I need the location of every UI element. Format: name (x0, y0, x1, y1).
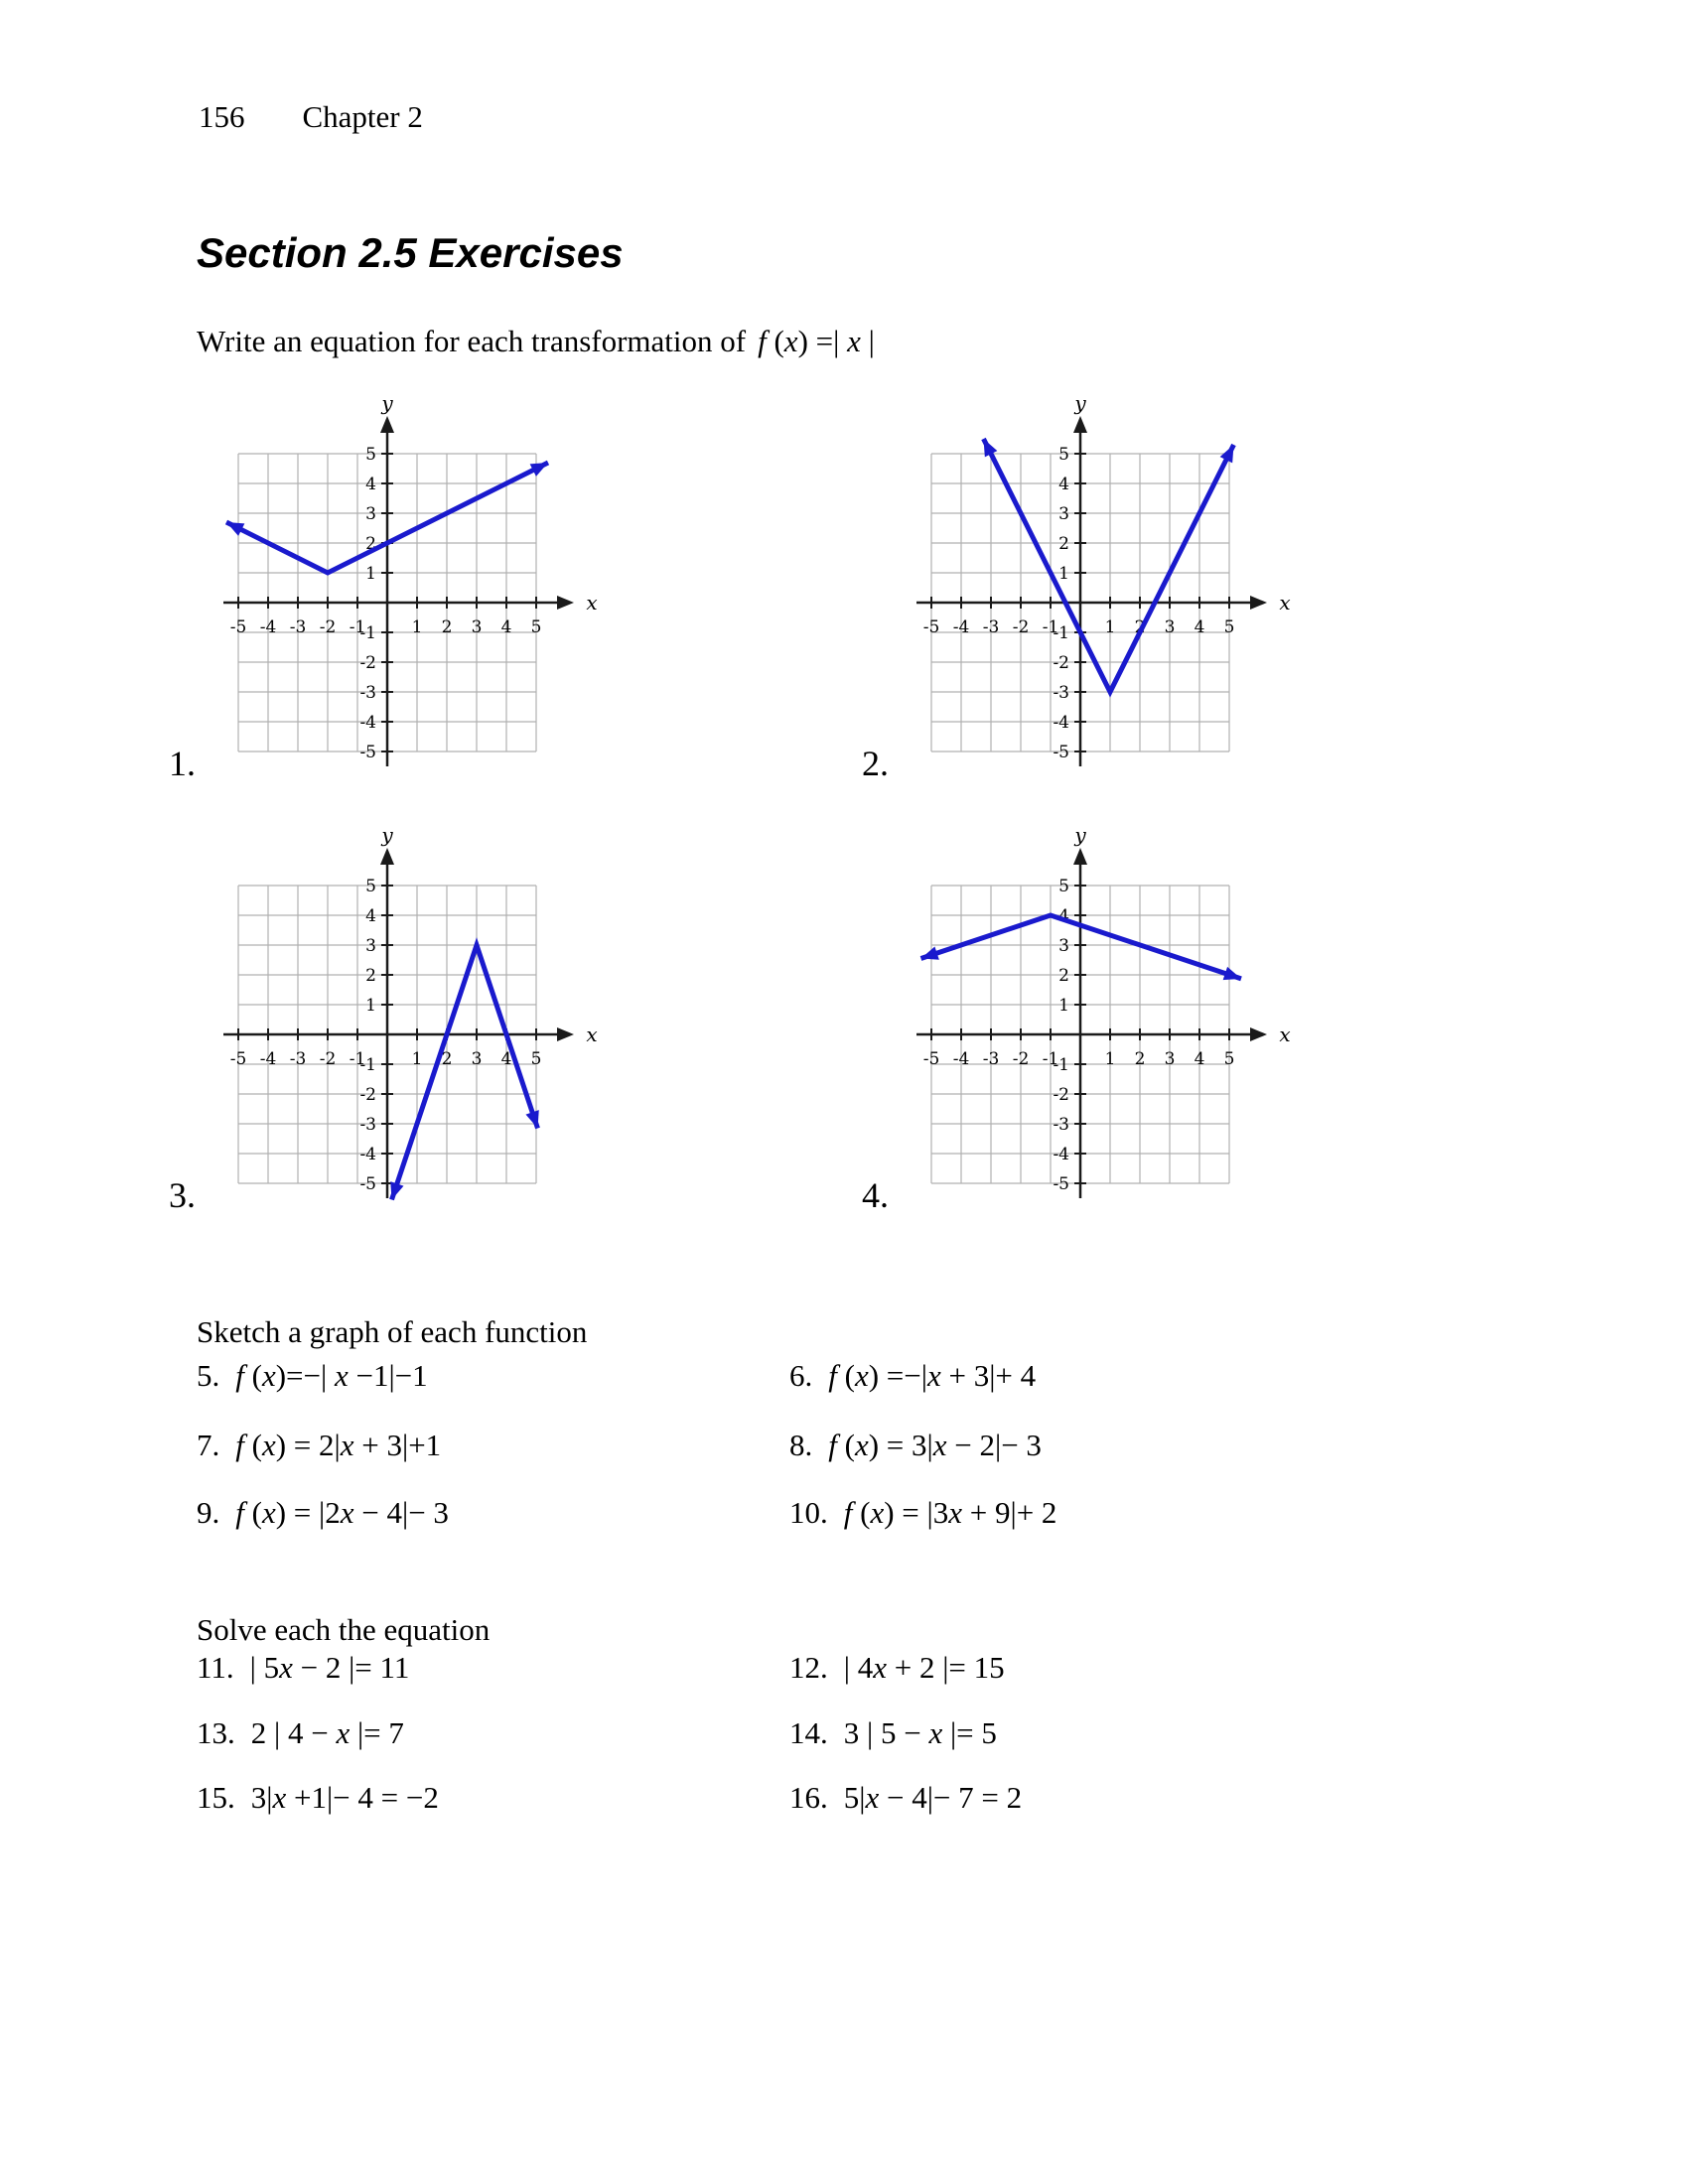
svg-text:-1: -1 (1053, 623, 1069, 643)
svg-text:y: y (1074, 823, 1086, 847)
svg-text:x: x (586, 1023, 598, 1046)
graph-3-number: 3. (169, 1175, 196, 1215)
exercise-13-number: 13. (197, 1715, 235, 1750)
exercise-8 (789, 1428, 1042, 1463)
svg-text:-3: -3 (982, 617, 1000, 637)
svg-text:3: 3 (471, 617, 483, 637)
svg-text:1: 1 (411, 1049, 423, 1069)
exercise-11-expression: | 5x − 2 |= 11 (249, 1650, 410, 1685)
svg-text:5: 5 (1223, 617, 1235, 637)
exercise-10-number: 10. (789, 1495, 828, 1530)
svg-text:-5: -5 (359, 743, 376, 762)
page-number: 156 (199, 99, 245, 134)
exercise-14-expression: 3 | 5 − x |= 5 (843, 1715, 997, 1750)
exercise-16-expression: 5|x − 4|− 7 = 2 (843, 1780, 1023, 1815)
svg-text:-2: -2 (359, 1085, 376, 1105)
svg-text:-5: -5 (1053, 743, 1069, 762)
exercise-13-expression: 2 | 4 − x |= 7 (250, 1715, 404, 1750)
solve-heading: Solve each the equation (197, 1612, 491, 1647)
exercise-6-number: 6. (789, 1358, 813, 1393)
intro-text: Write an equation for each transformation of (197, 324, 747, 358)
svg-text:4: 4 (500, 617, 512, 637)
chapter-label: Chapter 2 (302, 99, 423, 134)
page-header (199, 99, 423, 135)
svg-text:-3: -3 (289, 1049, 307, 1069)
svg-text:2: 2 (365, 534, 376, 554)
graph-2-block (862, 389, 1319, 786)
svg-text:-1: -1 (1042, 617, 1059, 637)
svg-text:1: 1 (411, 617, 423, 637)
svg-text:2: 2 (1134, 617, 1146, 637)
svg-text:x: x (586, 591, 598, 614)
exercise-5-number: 5. (197, 1358, 220, 1393)
svg-text:-5: -5 (922, 617, 940, 637)
svg-text:y: y (1074, 391, 1086, 415)
svg-text:-3: -3 (289, 617, 307, 637)
svg-text:-1: -1 (359, 623, 376, 643)
graph-4-number: 4. (862, 1175, 889, 1215)
svg-text:4: 4 (365, 906, 376, 926)
svg-text:-4: -4 (259, 617, 277, 637)
svg-text:-2: -2 (319, 617, 337, 637)
exercise-9-number: 9. (197, 1495, 220, 1530)
svg-text:3: 3 (365, 936, 376, 956)
exercise-6 (789, 1358, 1036, 1394)
svg-text:2: 2 (1134, 1049, 1146, 1069)
exercise-11-number: 11. (197, 1650, 234, 1685)
svg-text:4: 4 (365, 475, 376, 494)
svg-text:4: 4 (1058, 475, 1069, 494)
graph-1-block (169, 389, 626, 786)
svg-text:-4: -4 (359, 1145, 376, 1164)
exercise-13 (197, 1715, 404, 1751)
exercise-7 (197, 1428, 441, 1463)
exercise-10-expression: f (x) = |3x + 9|+ 2 (843, 1495, 1057, 1530)
exercise-12 (789, 1650, 1005, 1686)
svg-text:4: 4 (1194, 1049, 1205, 1069)
svg-text:3: 3 (1164, 1049, 1176, 1069)
svg-text:-2: -2 (359, 653, 376, 673)
svg-text:1: 1 (365, 996, 376, 1016)
svg-text:4: 4 (1058, 906, 1069, 926)
svg-text:-3: -3 (359, 683, 376, 703)
svg-text:-1: -1 (349, 1049, 366, 1069)
svg-text:2: 2 (365, 966, 376, 986)
svg-text:x: x (1279, 591, 1291, 614)
intro-instruction (197, 324, 875, 359)
intro-math: f (x) =| x | (758, 324, 875, 358)
svg-text:2: 2 (1058, 966, 1069, 986)
svg-text:-1: -1 (349, 617, 366, 637)
svg-text:-4: -4 (1053, 713, 1069, 733)
svg-text:-1: -1 (1042, 1049, 1059, 1069)
svg-text:1: 1 (1058, 564, 1069, 584)
graph-3-plot (209, 821, 626, 1218)
svg-text:3: 3 (1164, 617, 1176, 637)
exercise-16-number: 16. (789, 1780, 828, 1815)
svg-text:3: 3 (1058, 936, 1069, 956)
svg-text:1: 1 (365, 564, 376, 584)
svg-text:-4: -4 (1053, 1145, 1069, 1164)
exercise-9 (197, 1495, 449, 1531)
graph-1-number: 1. (169, 744, 196, 783)
svg-text:5: 5 (530, 1049, 542, 1069)
svg-text:4: 4 (500, 1049, 512, 1069)
svg-text:-1: -1 (359, 1055, 376, 1075)
exercise-8-expression: f (x) = 3|x − 2|− 3 (828, 1428, 1042, 1462)
exercise-8-number: 8. (789, 1428, 813, 1462)
svg-text:x: x (1279, 1023, 1291, 1046)
exercise-15-expression: 3|x +1|− 4 = −2 (250, 1780, 439, 1815)
exercise-5 (197, 1358, 428, 1394)
svg-text:5: 5 (365, 445, 376, 465)
svg-text:-5: -5 (922, 1049, 940, 1069)
svg-text:-3: -3 (1053, 1115, 1069, 1135)
svg-text:-3: -3 (1053, 683, 1069, 703)
svg-text:2: 2 (441, 1049, 453, 1069)
svg-text:-4: -4 (952, 1049, 970, 1069)
svg-text:-5: -5 (359, 1174, 376, 1194)
graph-4-block (862, 821, 1319, 1218)
graph-1-plot (209, 389, 626, 786)
graph-4-plot (902, 821, 1319, 1218)
svg-text:-2: -2 (1012, 1049, 1030, 1069)
svg-text:-4: -4 (259, 1049, 277, 1069)
exercise-12-number: 12. (789, 1650, 828, 1685)
svg-text:y: y (381, 823, 393, 847)
svg-text:4: 4 (1194, 617, 1205, 637)
graph-2-number: 2. (862, 744, 889, 783)
exercise-10 (789, 1495, 1056, 1531)
svg-text:1: 1 (1058, 996, 1069, 1016)
svg-text:3: 3 (365, 504, 376, 524)
sketch-heading: Sketch a graph of each function (197, 1314, 588, 1349)
svg-text:-5: -5 (1053, 1174, 1069, 1194)
section-title: Section 2.5 Exercises (197, 229, 624, 276)
svg-text:5: 5 (1058, 877, 1069, 896)
svg-text:5: 5 (530, 617, 542, 637)
svg-text:-2: -2 (1012, 617, 1030, 637)
exercise-15-number: 15. (197, 1780, 235, 1815)
svg-text:-1: -1 (1053, 1055, 1069, 1075)
svg-text:5: 5 (1223, 1049, 1235, 1069)
svg-text:-4: -4 (359, 713, 376, 733)
svg-text:1: 1 (1104, 1049, 1116, 1069)
exercise-7-number: 7. (197, 1428, 220, 1462)
svg-text:3: 3 (1058, 504, 1069, 524)
exercise-6-expression: f (x) =−|x + 3|+ 4 (828, 1358, 1037, 1393)
graph-3-block (169, 821, 626, 1218)
exercise-15 (197, 1780, 439, 1816)
svg-text:-2: -2 (1053, 1085, 1069, 1105)
svg-text:-5: -5 (229, 1049, 247, 1069)
exercise-11 (197, 1650, 409, 1686)
svg-text:2: 2 (441, 617, 453, 637)
svg-text:-3: -3 (982, 1049, 1000, 1069)
svg-text:-3: -3 (359, 1115, 376, 1135)
exercise-7-expression: f (x) = 2|x + 3|+1 (235, 1428, 442, 1462)
exercise-9-expression: f (x) = |2x − 4|− 3 (235, 1495, 449, 1530)
svg-text:3: 3 (471, 1049, 483, 1069)
exercise-14 (789, 1715, 997, 1751)
svg-text:-2: -2 (1053, 653, 1069, 673)
svg-text:-2: -2 (319, 1049, 337, 1069)
svg-text:2: 2 (1058, 534, 1069, 554)
svg-text:-4: -4 (952, 617, 970, 637)
exercise-16 (789, 1780, 1022, 1816)
exercise-5-expression: f (x)=−| x −1|−1 (235, 1358, 428, 1393)
svg-text:y: y (381, 391, 393, 415)
svg-text:5: 5 (365, 877, 376, 896)
graph-2-plot (902, 389, 1319, 786)
exercise-14-number: 14. (789, 1715, 828, 1750)
svg-text:1: 1 (1104, 617, 1116, 637)
exercise-12-expression: | 4x + 2 |= 15 (843, 1650, 1005, 1685)
svg-text:-5: -5 (229, 617, 247, 637)
svg-text:5: 5 (1058, 445, 1069, 465)
